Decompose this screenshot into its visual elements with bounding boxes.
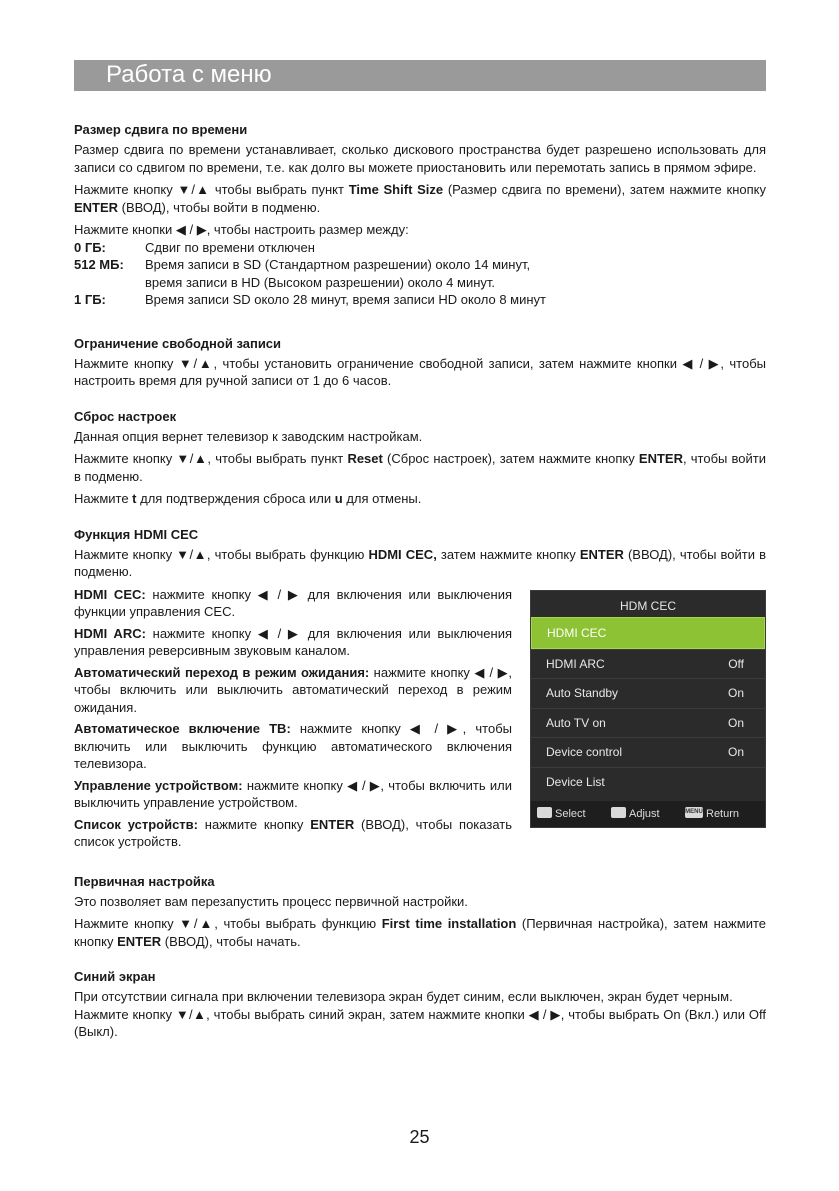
menu-footer [531,801,765,827]
paragraph [74,915,766,950]
bold-text: ENTER [310,816,355,832]
section-title: Функция HDMI CEC [74,526,199,542]
text: для отмены. [342,491,422,506]
menu-row-device-control[interactable] [531,737,765,767]
option-value: Сдвиг по времени отключен [145,239,315,255]
section-record-limit [74,335,766,390]
section-time-shift [74,121,766,309]
section-hdmi-cec [74,526,766,855]
text: , чтобы войти в подменю. [74,451,767,484]
text: Нажмите кнопку ▼/▲ чтобы выбрать пункт [74,182,349,197]
menu-row-label: HDMI CEC [547,625,607,640]
option-value: время записи в HD (Высоком разрешении) около 4 минут. [145,274,496,290]
bold-text: HDMI CEC, [368,546,437,562]
paragraph [74,816,512,851]
menu-row-value: On [727,686,744,700]
menu-row-value: On [727,745,744,759]
bold-text: Time Shift Size [348,182,444,197]
paragraph: Нажмите кнопку ▼/▲, чтобы установить ограничение свободной записи, затем нажмите кнопки ◀ / ▶, чтобы настроить время для ручной записи от 1 до 6 часов. [74,355,766,388]
bold-text: First time installation [381,916,517,931]
section-blue-screen [74,968,766,1041]
paragraph: Данная опция вернет телевизор к заводским настройкам. [74,428,423,444]
menu-row-device-list[interactable] [531,767,765,797]
paragraph: Размер сдвига по времени устанавливает, сколько дискового пространства будет разрешено использовать для записи со сдвигом по времени, т.е. как долго вы можете приостановить или перемотать запись в прямом эфире. [74,142,766,175]
desc: (ВВОД), чтобы показать список устройств. [74,816,512,849]
bold-text: ENTER [117,933,162,949]
up-down-arrow-icon [537,807,552,818]
desc: нажмите кнопку ◀ / ▶ для включения или выключения управления реверсивным звуковым каналом. [74,625,513,658]
menu-title: HDM CEC [620,598,676,613]
desc: нажмите кнопку [198,816,311,832]
desc: нажмите кнопку ◀ / ▶, чтобы включить или выключить автоматический переход в режим ожидания. [74,664,513,715]
section-title: Размер сдвига по времени [74,122,248,137]
page-title: Работа с меню [106,61,272,88]
option-key [74,274,145,292]
paragraph [74,720,512,773]
paragraph: При отсутствии сигнала при включении телевизора экран будет синим, если выключен, экран будет черным. [74,989,733,1004]
menu-row-label: Device List [546,774,605,789]
paragraph: Нажмите кнопки ◀ / ▶, чтобы настроить размер между: [74,222,409,237]
text: (ВВОД), чтобы войти в подменю. [118,199,321,215]
desc: нажмите кнопку ◀ / ▶ для включения или выключения функции управления CEC. [74,586,512,619]
term: HDMI CEC: [74,586,146,602]
footer-select [537,801,586,827]
text: (Размер сдвига по времени), затем нажмите кнопку [443,182,766,197]
desc: нажмите кнопку ◀ / ▶, чтобы включить или выключить функцию автоматического включения телевизора. [74,721,512,771]
text: Нажмите кнопку ▼/▲, чтобы выбрать функцию [74,916,382,931]
menu-row-value: On [727,715,744,730]
paragraph [74,586,512,621]
text: (Сброс настроек), затем нажмите кнопку [382,451,639,466]
text: (ВВОД), чтобы начать. [161,933,301,949]
section-title: Первичная настройка [74,873,215,889]
term: HDMI ARC: [74,625,146,641]
menu-row-label: Device control [546,745,623,759]
page-header [74,60,766,91]
menu-row-label: Auto Standby [546,686,619,700]
menu-row-value: Off [728,656,744,671]
text: (ВВОД), чтобы войти в подменю. [74,546,766,579]
option-row [74,274,766,292]
section-title: Сброс настроек [74,408,177,424]
paragraph [74,777,512,812]
hdmi-block [74,586,766,855]
option-row [74,239,766,257]
paragraph [74,181,766,216]
option-row [74,256,766,274]
option-row [74,291,766,309]
option-value: Время записи SD около 28 минут, время записи HD около 8 минут [145,292,546,307]
menu-row-hdmi-arc[interactable] [531,649,765,679]
menu-row-label: HDMI ARC [546,656,605,671]
bold-text: Reset [347,451,383,466]
paragraph [74,450,766,485]
text: Нажмите [74,491,133,506]
paragraph: Нажмите кнопку ▼/▲, чтобы выбрать синий экран, затем нажмите кнопки ◀ / ▶, чтобы выбрать On (Вкл.) или Off (Выкл). [74,1006,766,1039]
term: Управление устройством: [74,777,243,793]
footer-label: Return [706,807,740,820]
bold-text: t [132,491,137,506]
text: (Первичная настройка), затем нажмите кнопку [74,916,766,949]
paragraph [74,546,766,581]
term: Автоматическое включение ТВ: [74,721,291,736]
text: Нажмите кнопку ▼/▲, чтобы выбрать пункт [74,451,348,466]
text: для подтверждения сброса или [136,491,335,506]
text: затем нажмите кнопку [436,546,580,562]
menu-row-auto-standby[interactable] [531,678,765,708]
option-key: 1 ГБ: [74,292,106,307]
option-key: 512 МБ: [74,257,124,272]
text: Нажмите кнопку ▼/▲, чтобы выбрать функцию [74,546,369,562]
term: Автоматический переход в режим ожидания: [74,664,370,680]
section-title: Синий экран [74,969,156,984]
menu-row-label: Auto TV on [546,715,606,730]
footer-label: Select [555,807,586,820]
page-content [74,121,766,1059]
footer-label: Adjust [629,807,660,820]
menu-row-auto-tv-on[interactable] [531,708,765,738]
menu-key-icon: MENU [685,807,703,818]
left-right-arrow-icon [611,807,626,818]
paragraph [74,664,512,717]
menu-row-hdmi-cec[interactable] [531,617,765,649]
page-number: 25 [409,1127,430,1147]
hdmi-descriptions [74,586,512,855]
paragraph: Это позволяет вам перезапустить процесс первичной настройки. [74,893,468,909]
bold-text: ENTER [638,451,683,466]
option-key: 0 ГБ: [74,239,106,255]
option-value: Время записи в SD (Стандартном разрешении) около 14 минут, [145,257,531,272]
desc: нажмите кнопку ◀ / ▶, чтобы включить или выключить управление устройством. [74,777,513,810]
bold-text: ENTER [579,546,624,562]
footer-adjust [611,801,660,827]
bold-text: u [334,491,343,506]
section-title: Ограничение свободной записи [74,335,282,351]
footer-return [685,801,739,827]
term: Список устройств: [74,816,198,832]
section-reset [74,408,766,508]
hdmi-cec-menu-screenshot [530,590,766,828]
bold-text: ENTER [74,199,119,215]
paragraph [74,490,766,508]
paragraph [74,625,512,660]
section-first-install [74,873,766,951]
